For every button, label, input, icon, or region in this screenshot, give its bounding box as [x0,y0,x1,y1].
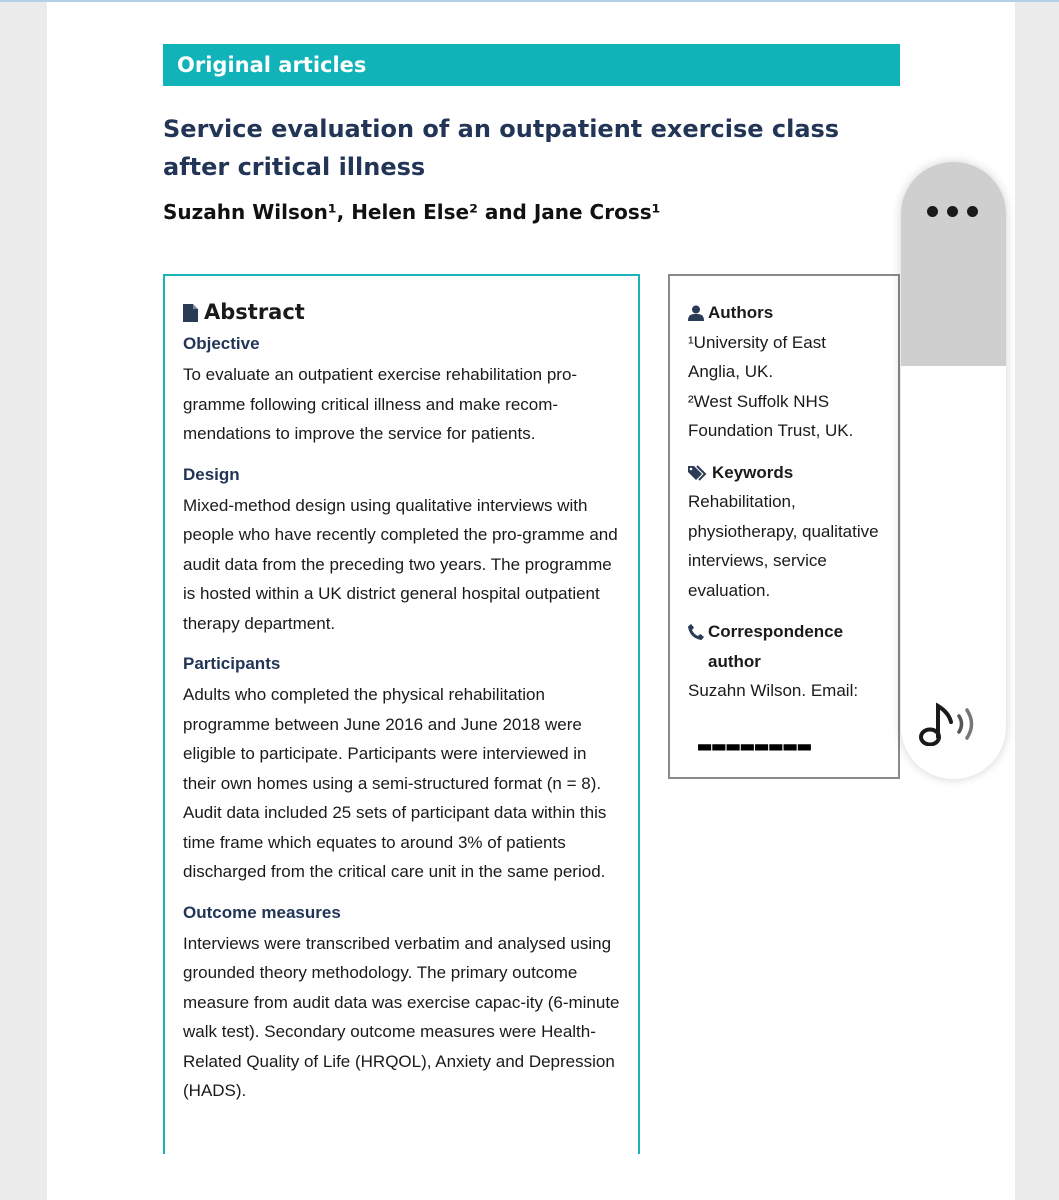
article-authors: Suzahn Wilson¹, Helen Else² and Jane Cross¹ [163,200,661,224]
floating-toolbar [901,162,1006,779]
correspondence-heading-label: Correspondence author [708,622,844,671]
phone-icon [688,624,704,640]
keywords-heading-label: Keywords [712,462,794,482]
keywords-heading [688,458,880,488]
redacted-email: ▬▬▬▬▬▬▬▬ [698,733,812,759]
more-dots-icon[interactable] [927,206,978,217]
design-text: Mixed-method design using qualitative interviews with people who have recently completed the pro-gramme and audit data from the preceding two years. The programme is hosted within a UK district general hospital outpatient therapy department. [183,495,618,633]
file-icon [183,303,198,321]
correspondence-heading [688,617,880,676]
dot [927,206,938,217]
abstract-box [163,274,640,1154]
article-title: Service evaluation of an outpatient exercise class after critical illness [163,115,840,181]
abstract-title: Abstract [204,300,305,324]
dot [947,206,958,217]
scroll-thumb[interactable] [901,162,1006,366]
abstract-heading [183,300,620,324]
keywords-text: Rehabilitation, physiotherapy, qualitative interviews, service evaluation. [688,492,879,600]
authors-heading-label: Authors [708,303,774,322]
design-heading: Design [183,464,240,484]
objective-heading: Objective [183,334,260,353]
user-icon [688,305,704,321]
tags-icon [688,465,708,481]
audio-icon [919,702,989,746]
article-info-sidebar [668,274,900,779]
participants-text: Adults who completed the physical rehabilitation programme between June 2016 and June 2018 were eligible to participate. Participants were interviewed in their own homes using a semi-structured format (n = 8). Audit data included 25 sets of participant data within this time frame which equates to around 3% of patients discharged from the critical care unit in the same period. [183,685,607,881]
document-page [47,2,1015,1200]
objective-text: To evaluate an outpatient exercise rehabilitation pro-gramme following critical illness and make recom-mendations to improve the service for patients. [183,365,578,443]
outcome-measures-heading: Outcome measures [183,902,341,922]
affiliation-2: ²West Suffolk NHS Foundation Trust, UK. [688,391,854,440]
participants-heading: Participants [183,654,281,673]
dot [967,206,978,217]
authors-heading [688,298,880,328]
audio-button[interactable] [919,702,989,746]
section-banner: Original articles [163,44,900,86]
outcome-measures-text: Interviews were transcribed verbatim and analysed using grounded theory methodology. The primary outcome measure from audit data was exercise capac-ity (6-minute walk test). Secondary outcome measures were Health-Related Quality of Life (HRQOL), Anxiety and Depression (HADS). [183,933,620,1100]
affiliation-1: ¹University of East Anglia, UK. [688,332,826,381]
correspondence-text: Suzahn Wilson. Email: [688,681,859,700]
